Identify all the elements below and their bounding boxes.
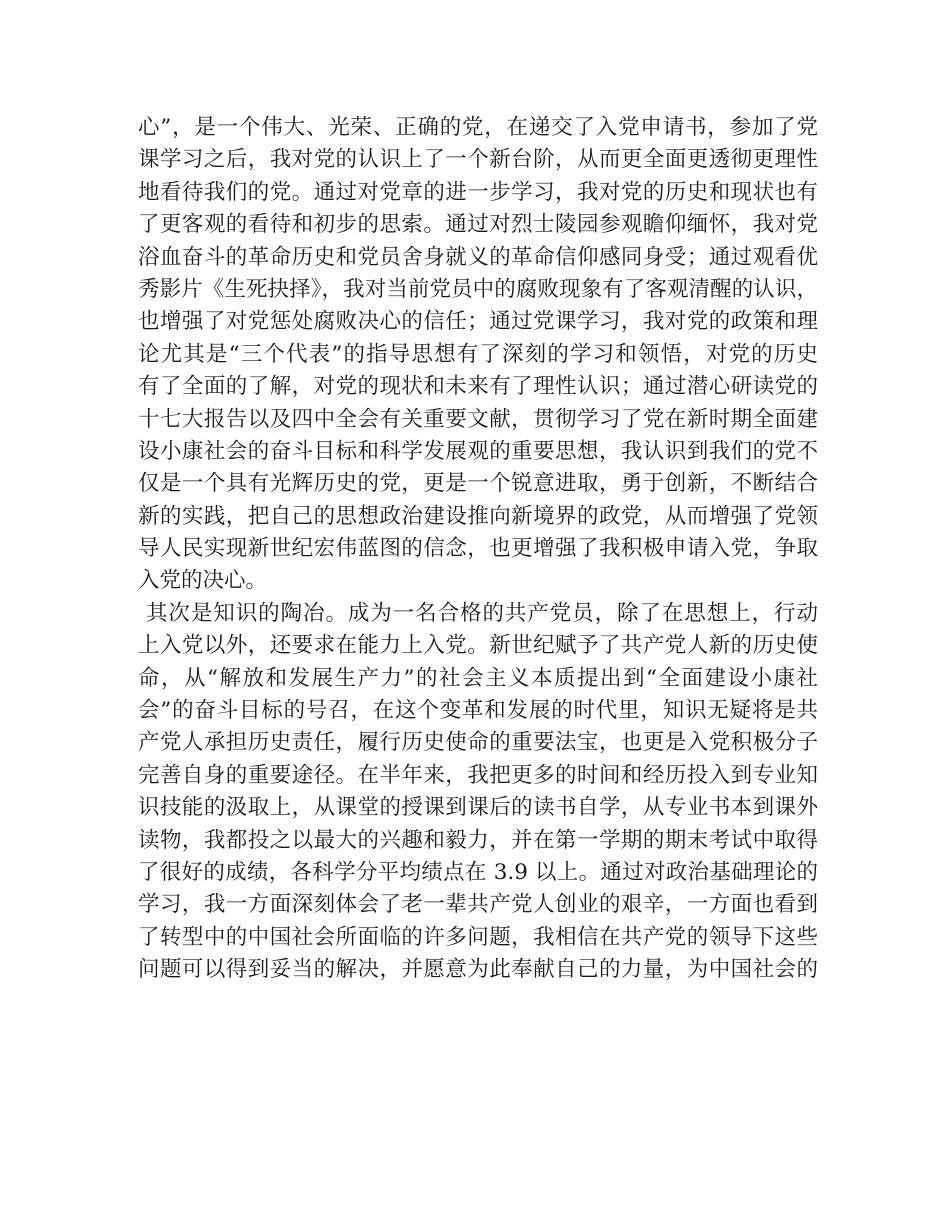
text-line: 论尤其是“三个代表”的指导思想有了深刻的学习和领悟，对党的历史 — [138, 341, 818, 367]
text-line: 导人民实现新世纪宏伟蓝图的信念，也更增强了我积极申请入党，争取 — [138, 536, 818, 562]
text-line: 心”，是一个伟大、光荣、正确的党，在递交了入党申请书，参加了党 — [138, 115, 818, 140]
text-line: 秀影片《生死抉择》，我对当前党员中的腐败现象有了客观清醒的认识， — [138, 276, 818, 302]
text-line: 识技能的汲取上，从课堂的授课到课后的读书自学，从专业书本到课外 — [138, 795, 818, 821]
text-line: 地看待我们的党。通过对党章的进一步学习，我对党的历史和现状也有 — [138, 179, 818, 205]
text-line: 设小康社会的奋斗目标和科学发展观的重要思想，我认识到我们的党不 — [138, 438, 818, 464]
text-line: 浴血奋斗的革命历史和党员舍身就义的革命信仰感同身受；通过观看优 — [138, 244, 818, 270]
text-line: 新的实践，把自己的思想政治建设推向新境界的政党，从而增强了党领 — [138, 503, 818, 529]
text-line: 有了全面的了解，对党的现状和未来有了理性认识；通过潜心研读党的 — [138, 374, 818, 400]
text-line: 会”的奋斗目标的号召，在这个变革和发展的时代里，知识无疑将是共 — [138, 698, 818, 724]
text-line: 学习，我一方面深刻体会了老一辈共产党人创业的艰辛，一方面也看到 — [138, 892, 818, 918]
text-line: 上入党以外，还要求在能力上入党。新世纪赋予了共产党人新的历史使 — [138, 633, 818, 659]
text-line: 完善自身的重要途径。在半年来，我把更多的时间和经历投入到专业知 — [138, 762, 818, 788]
text-line: 入党的决心。 — [138, 568, 268, 594]
text-line: 命，从“解放和发展生产力”的社会主义本质提出到“全面建设小康社 — [138, 665, 818, 691]
text-line: 十七大报告以及四中全会有关重要文献，贯彻学习了党在新时期全面建 — [138, 406, 818, 432]
text-line: 问题可以得到妥当的解决，并愿意为此奉献自己的力量，为中国社会的 — [138, 957, 818, 983]
body-text — [138, 112, 818, 987]
text-line: 其次是知识的陶冶。成为一名合格的共产党员，除了在思想上，行动 — [146, 600, 818, 626]
text-line: 课学习之后，我对党的认识上了一个新台阶，从而更全面更透彻更理性 — [138, 147, 818, 173]
text-line: 仅是一个具有光辉历史的党，更是一个锐意进取，勇于创新，不断结合 — [138, 471, 818, 497]
text-line: 读物，我都投之以最大的兴趣和毅力，并在第一学期的期末考试中取得 — [138, 827, 818, 853]
text-line: 了转型中的中国社会所面临的许多问题，我相信在共产党的领导下这些 — [138, 924, 818, 950]
text-line: 了很好的成绩，各科学分平均绩点在 3.9 以上。通过对政治基础理论的 — [138, 859, 818, 885]
text-line: 产党人承担历史责任，履行历史使命的重要法宝，也更是入党积极分子 — [138, 730, 818, 756]
text-line: 了更客观的看待和初步的思索。通过对烈士陵园参观瞻仰缅怀，我对党 — [138, 212, 818, 238]
text-line: 也增强了对党惩处腐败决心的信任；通过党课学习，我对党的政策和理 — [138, 309, 818, 335]
